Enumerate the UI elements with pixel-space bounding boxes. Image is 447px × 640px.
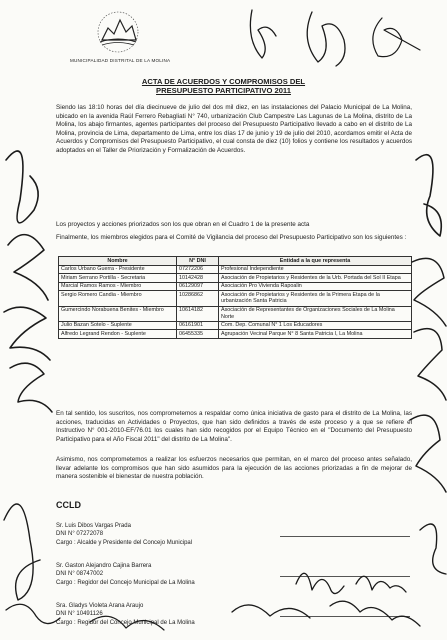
signature-left-3 <box>4 307 50 360</box>
row-dni: 10614182 <box>177 306 219 321</box>
row-name: Julio Bazan Sotelo - Suplente <box>59 321 177 330</box>
municipality-name: MUNICIPALIDAD DISTRITAL DE LA MOLINA <box>70 58 171 63</box>
ccld-heading: CCLD <box>56 500 81 510</box>
signature-left-5 <box>4 504 40 600</box>
row-dni: 06129097 <box>177 282 219 291</box>
municipality-logo-icon <box>96 10 140 54</box>
signature-bottom-2 <box>356 576 406 592</box>
signature-right-4 <box>410 415 446 492</box>
table-row <box>59 291 412 306</box>
row-dni: 10286862 <box>177 291 219 306</box>
signature-right-3 <box>414 329 446 400</box>
table-row <box>59 274 412 283</box>
row-entity: Agrupación Vecinal Parque N° 8 Santa Patricia I, La Molina <box>219 330 412 339</box>
row-entity: Asociación Pro Vivienda Rapoalin <box>219 282 412 291</box>
table-row <box>59 265 412 274</box>
row-dni: 06161901 <box>177 321 219 330</box>
committee-table <box>58 256 412 339</box>
signatory-dni: DNI N° 07272078 <box>56 531 104 538</box>
row-dni: 10142428 <box>177 274 219 283</box>
document-title: ACTA DE ACUERDOS Y COMPROMISOS DEL <box>141 77 306 86</box>
row-entity: Asociación de Representantes de Organizaciones Sociales de La Molina Norte <box>219 306 412 321</box>
row-entity: Profesional Independiente <box>219 265 412 274</box>
signatory-role: Cargo : Alcalde y Presidente del Concejo Municipal <box>56 539 193 546</box>
row-name: Marcial Ramos Ramos - Miembro <box>59 282 177 291</box>
table-row <box>59 306 412 321</box>
header-dni: N° DNI <box>177 257 219 266</box>
table-row <box>59 330 412 339</box>
signature-left-4 <box>10 363 52 412</box>
document-subtitle: PRESUPUESTO PARTICIPATIVO 2011 <box>156 86 291 95</box>
signature-line <box>280 576 410 577</box>
table-row <box>59 321 412 330</box>
signatory-block <box>56 602 296 627</box>
row-name: Miriam Serrano Portilla - Secretaria <box>59 274 177 283</box>
signatory-name: Sr. Luis Dibos Vargas Prada <box>56 523 131 529</box>
signatory-name: Sra. Gladys Violeta Arana Araujo <box>56 603 144 609</box>
signature-left-2 <box>8 235 48 300</box>
signature-line <box>280 536 410 537</box>
row-name: Gumercindo Norabuena Benites - Miembro <box>59 306 177 321</box>
signature-right-5 <box>420 524 446 574</box>
commitment-paragraph: En tal sentido, los suscritos, nos comprometemos a respaldar como única iniciativa de gasto para el distrito de La Molina, las acciones, traducidas en Actividades o Proyectos, que han sido definidos a través de este proceso y a que se refiere el Instructivo N° 001-2010-EF/76.01 los cuales han sido recogidos por el Equipo Técnico en el "Documento del Presupuesto Participativo para el Año Fiscal 2011" del distrito de La Molina". <box>56 410 412 443</box>
row-entity: Asociación de Propietarios y Residentes de la Urb. Portada del Sol II Etapa <box>219 274 412 283</box>
header-name: Nombre <box>59 257 177 266</box>
signatory-role: Cargo : Regidor del Concejo Municipal de La Molina <box>56 619 195 626</box>
signature-left-1 <box>6 151 38 223</box>
row-dni: 07272206 <box>177 265 219 274</box>
intro-paragraph: Siendo las 18:10 horas del día diecinueve de julio del dos mil diez, en las instalaciones del Palacio Municipal de La Molina, ubicado en la avenida Raúl Ferrero Rebagliati N° 740, urbanización Club Campestre Las Lagunas de La Molina, distrito de La Molina, los abajo firmantes, agentes participantes del proceso del Presupuesto Participativo llevado a cabo en el distrito de La Molina, provincia de Lima, departamento de Lima, entre los días 17 de junio y 19 de julio del 2010, acordamos emitir el Acta de Acuerdos y Compromisos del Presupuesto Participativo, el cual consta de diez (10) folios y contiene los resultados y acuerdos adoptados en el Taller de Priorización y Formalización de Acuerdos. <box>56 104 412 154</box>
projects-paragraph: Los proyectos y acciones priorizados son los que obran en el Cuadro 1 de la presente acta <box>56 221 310 228</box>
row-dni: 06455335 <box>177 330 219 339</box>
signature-line <box>280 616 410 617</box>
table-header-row <box>59 257 412 266</box>
signatory-dni: DNI N° 10491126 <box>56 611 103 618</box>
row-name: Sergio Romero Candia - Miembro <box>59 291 177 306</box>
signatory-block <box>56 562 296 587</box>
row-entity: Com. Dep. Comunal N° 1 Los Educadores <box>219 321 412 330</box>
signatory-role: Cargo : Regidor del Concejo Municipal de La Molina <box>56 579 195 586</box>
table-row <box>59 282 412 291</box>
likewise-paragraph: Asimismo, nos comprometemos a realizar los esfuerzos necesarios que permitan, en el marco del proceso antes señalado, llevar adelante los compromisos que han sido asumidos para la ejecución de las acciones priorizadas a fin de mejorar de manera sostenible el bienestar de nuestra población. <box>56 456 412 481</box>
signatory-dni: DNI N° 08747002 <box>56 571 104 578</box>
committee-paragraph: Finalmente, los miembros elegidos para el Comité de Vigilancia del proceso del Presupuesto Participativo son los siguientes : <box>56 234 407 241</box>
signature-bottom-4 <box>330 601 420 626</box>
row-entity: Asociación de Propietarios y Residentes de la Primera Etapa de la urbanización Santa Patricia <box>219 291 412 306</box>
row-name: Carlos Urbano Guerra - Presidente <box>59 265 177 274</box>
signature-top-right-1 <box>307 12 345 66</box>
signatory-name: Sr. Gaston Alejandro Cajina Barrera <box>56 563 152 569</box>
signature-right-2 <box>412 258 446 326</box>
signature-right-1 <box>416 155 441 236</box>
signature-top-center <box>250 10 276 58</box>
signature-top-right-2 <box>373 18 420 57</box>
signature-left-6 <box>6 604 60 623</box>
header-entity: Entidad a la que representa <box>219 257 412 266</box>
signatory-block <box>56 522 296 547</box>
row-name: Alfredo Legrand Rendon - Suplente <box>59 330 177 339</box>
